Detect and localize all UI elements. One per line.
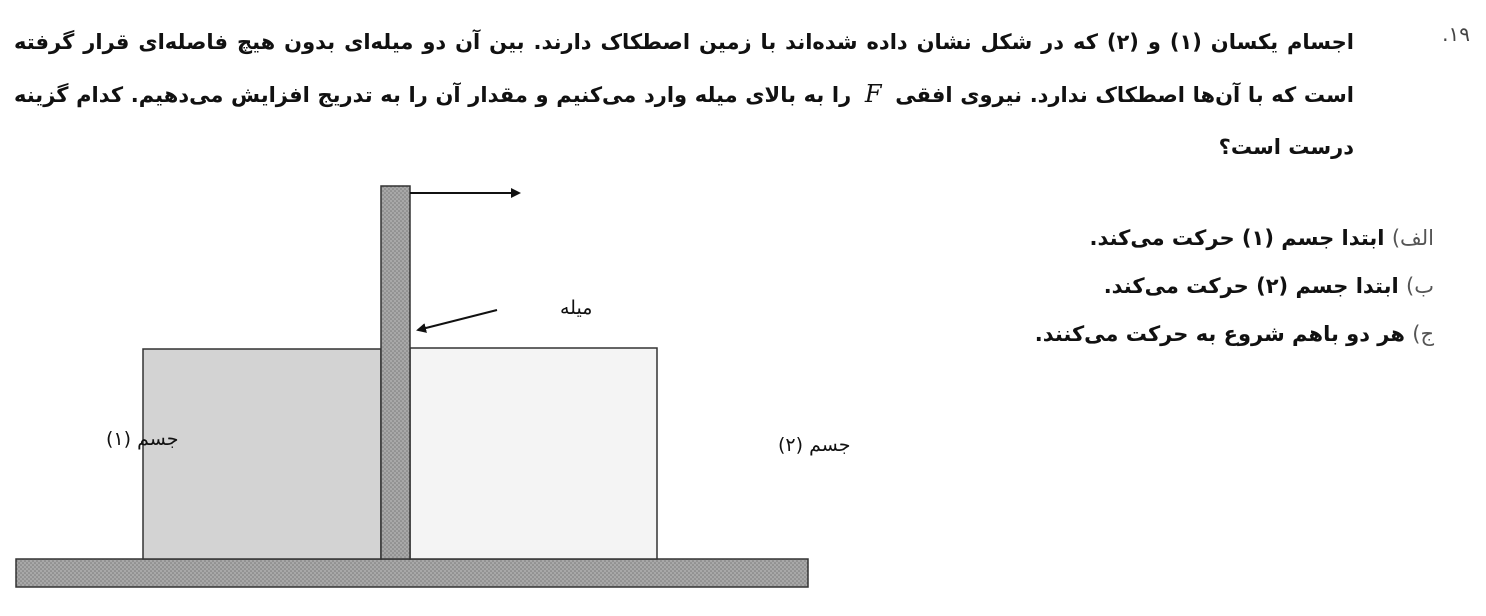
question-text-part2: را به بالای میله وارد می‌کنیم و مقدار آن را به تدریج افزایش می‌دهیم. کدام گزینه درست است؟ [14, 83, 1354, 159]
question-number: ۱۹. [1442, 22, 1470, 46]
option-b-letter: ب) [1406, 274, 1434, 298]
option-c-letter: ج) [1412, 322, 1434, 346]
question-text-part1: اجسام یکسان (۱) و (۲) که در شکل نشان داده شده‌اند با زمین اصطکاک دارند. بین آن دو میله‌ای بدون هیچ فاصله‌ای قرار گرفته است که با آن‌ها اصطکاک ندارد. نیروی افقی [14, 30, 1355, 107]
option-a-text: ابتدا جسم (۱) حرکت می‌کند. [1089, 226, 1385, 250]
rod-pointer-arrow [418, 310, 497, 330]
body-2 [410, 348, 657, 559]
ground [16, 559, 808, 587]
force-symbol: F [864, 80, 882, 108]
rod [381, 186, 410, 559]
option-a-letter: الف) [1391, 226, 1434, 250]
option-b-text: ابتدا جسم (۲) حرکت می‌کند. [1103, 274, 1399, 298]
rod-label: میله [560, 297, 593, 319]
body-2-label: جسم (۲) [778, 434, 851, 456]
option-c-text: هر دو باهم شروع به حرکت می‌کنند. [1034, 322, 1405, 346]
body-1-label: جسم (۱) [106, 428, 179, 450]
body-1 [143, 349, 381, 559]
